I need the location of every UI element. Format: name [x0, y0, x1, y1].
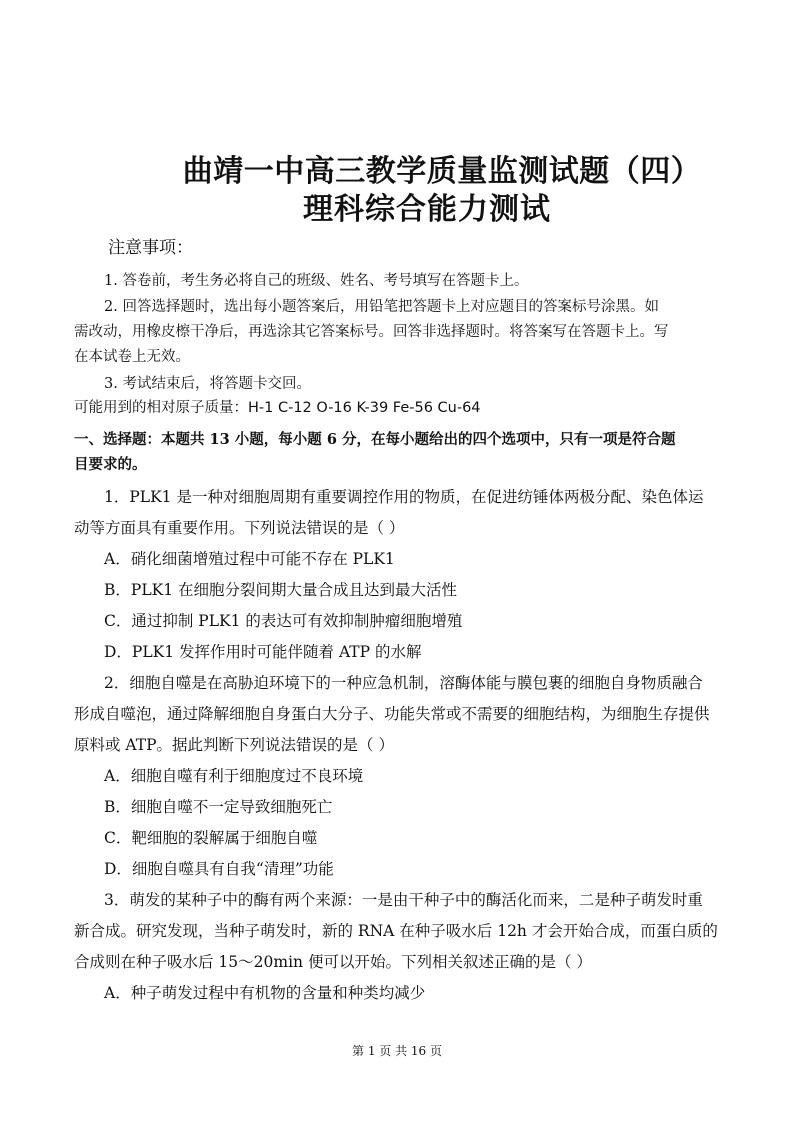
q2-line-1: 2．细胞自噬是在高胁迫环境下的一种应急机制，溶酶体能与膜包裹的细胞自身物质融合: [104, 674, 703, 692]
section-heading-line-1: 一、选择题：本题共 13 小题，每小题 6 分，在每小题给出的四个选项中，只有一项是符合题: [74, 431, 676, 448]
note-item-2-line-2: 需改动，用橡皮檫干净后，再选涂其它答案标号。回答非选择题时。将答案写在答题卡上。写: [74, 324, 669, 340]
q1-option-d: D．PLK1 发挥作用时可能伴随着 ATP 的水解: [104, 643, 422, 661]
q2-option-a: A．细胞自噬有利于细胞度过不良环境: [104, 767, 364, 785]
q2-option-d: D．细胞自噬具有自我“清理”功能: [104, 860, 334, 878]
page-title: 曲靖一中高三教学质量监测试题（四）: [182, 154, 702, 189]
q1-line-1: 1．PLK1 是一种对细胞周期有重要调控作用的物质，在促进纺锤体两极分配、染色体运: [104, 488, 704, 506]
q3-line-2: 新合成。研究发现，当种子萌发时，新的 RNA 在种子吸水后 12h 才会开始合成，而蛋白质的: [74, 922, 718, 940]
q1-option-a: A．硝化细菌增殖过程中可能不存在 PLK1: [104, 550, 395, 568]
q2-line-3: 原料或 ATP。据此判断下列说法错误的是（ ）: [74, 736, 394, 754]
section-heading-line-2: 目要求的。: [74, 456, 147, 473]
q1-option-c: C．通过抑制 PLK1 的表达可有效抑制肿瘤细胞增殖: [104, 612, 463, 630]
q2-line-2: 形成自噬泡，通过降解细胞自身蛋白大分子、功能失常或不需要的细胞结构，为细胞生存提供: [74, 705, 710, 723]
q3-line-3: 合成则在种子吸水后 15～20min 便可以开始。下列相关叙述正确的是（ ）: [74, 953, 592, 971]
atomic-mass-line: 可能用到的相对原子质量：H-1 C-12 O-16 K-39 Fe-56 Cu-64: [74, 400, 481, 416]
q2-option-b: B．细胞自噬不一定导致细胞死亡: [104, 798, 333, 816]
page-subtitle: 理科综合能力测试: [303, 192, 551, 227]
note-item-2-line-1: 2. 回答选择题时，选出每小题答案后，用铅笔把答题卡上对应题目的答案标号涂黑。如: [104, 299, 659, 315]
q1-option-b: B．PLK1 在细胞分裂间期大量合成且达到最大活性: [104, 581, 457, 599]
q3-line-1: 3．萌发的某种子中的酶有两个来源：一是由干种子中的酶活化而来，二是种子萌发时重: [104, 891, 703, 909]
notes-heading: 注意事项：: [108, 238, 193, 258]
note-item-1: 1. 答卷前，考生务必将自己的班级、姓名、考号填写在答题卡上。: [104, 273, 529, 289]
q1-line-2: 动等方面具有重要作用。下列说法错误的是（ ）: [74, 519, 405, 537]
q2-option-c: C．靶细胞的裂解属于细胞自噬: [104, 829, 318, 847]
q3-option-a: A．种子萌发过程中有机物的含量和种类均减少: [104, 984, 426, 1002]
page-number-footer: 第 1 页 共 16 页: [352, 1044, 442, 1058]
note-item-3: 3. 考试结束后，将答题卡交回。: [104, 376, 311, 392]
note-item-2-line-3: 在本试卷上无效。: [74, 349, 190, 365]
